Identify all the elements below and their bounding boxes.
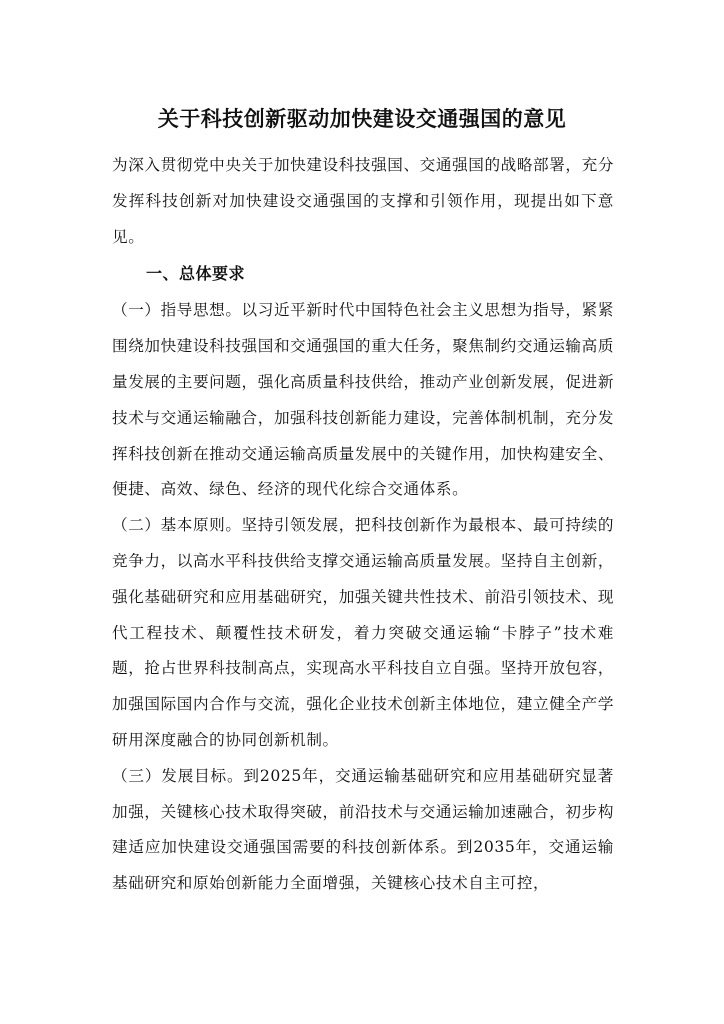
paragraph-development-goals: （三）发展目标。到2025年，交通运输基础研究和应用基础研究显著加强，关键核心技术取得突破，前沿技术与交通运输加速融合，初步构建适应加快建设交通强国需要的科技创新体系。到2035年，交通运输基础研究和原始创新能力全面增强，关键核心技术自主可控， — [112, 766, 615, 893]
document-body — [112, 148, 614, 902]
section-heading: 一、总体要求 — [146, 264, 246, 284]
paragraph-guiding-ideology: （一）指导思想。以习近平新时代中国特色社会主义思想为指导，紧紧围绕加快建设科技强国和交通强国的重大任务，聚焦制约交通运输高质量发展的主要问题，强化高质量科技供给，推动产业创新发展，促进新技术与交通运输融合，加强科技创新能力建设，完善体制机制，充分发挥科技创新在推动交通运输高质量发展中的关键作用，加快构建安全、便捷、高效、绿色、经济的现代化综合交通体系。 — [112, 301, 615, 499]
paragraph-basic-principles: （二）基本原则。坚持引领发展，把科技创新作为最根本、最可持续的竞争力，以高水平科技供给支撑交通运输高质量发展。坚持自主创新，强化基础研究和应用基础研究，加强关键共性技术、前沿引领技术、现代工程技术、颠覆性技术研发，着力突破交通运输“卡脖子”技术难题，抢占世界科技制高点，实现高水平科技自立自强。坚持开放包容，加强国际国内合作与交流，强化企业技术创新主体地位，建立健全产学研用深度融合的协同创新机制。 — [112, 516, 615, 749]
document-title: 关于科技创新驱动加快建设交通强国的意见 — [157, 107, 567, 131]
intro-paragraph: 为深入贯彻党中央关于加快建设科技强国、交通强国的战略部署，充分发挥科技创新对加快建设交通强国的支撑和引领作用，现提出如下意见。 — [112, 156, 615, 246]
